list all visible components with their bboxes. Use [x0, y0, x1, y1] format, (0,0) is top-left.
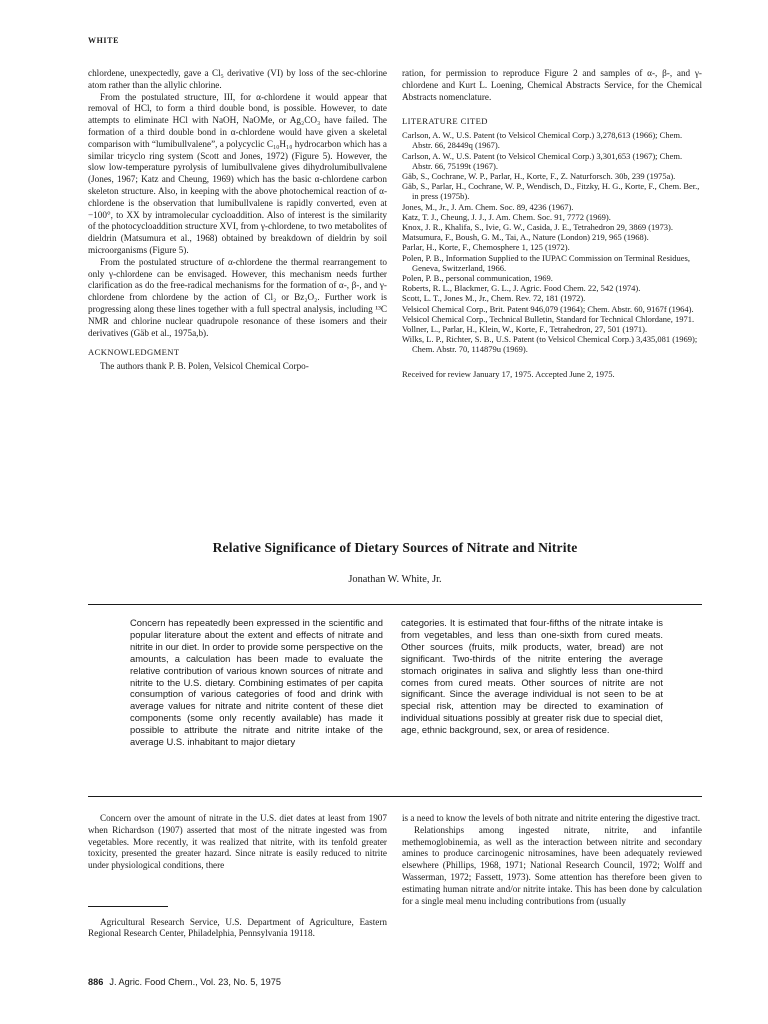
reference-item: Polen, P. B., personal communication, 1969.	[402, 273, 553, 284]
journal-citation: J. Agric. Food Chem., Vol. 23, No. 5, 1975	[109, 977, 281, 987]
reference-list	[402, 130, 702, 354]
previous-article-left-column	[88, 68, 387, 373]
reference-item: Knox, J. R., Khalifa, S., Ivie, G. W., Casida, J. E., Tetrahedron 29, 3869 (1973).	[402, 222, 673, 233]
body-paragraph: Relationships among ingested nitrate, nitrite, and infantile methemoglobinemia, as well as the interaction between nitrite and secondary amines to produce carcinogenic nitrosamines, have been adequately reviewed elsewhere (Phillips, 1968, 1971; National Research Council, 1972; Wolff and Wasserman, 1972; Fassett, 1973). Some attention has therefore been given to estimating human nitrate and/or nitrite intake. This has been done by calculation for a single meal menu including contributions from (usually	[402, 824, 702, 906]
affiliation-footnote	[88, 917, 387, 939]
body-paragraph: chlordene, unexpectedly, gave a Cl₅ derivative (VI) by loss of the sec-chlorine atom rather than the allylic chlorine.	[88, 68, 387, 90]
reference-item: Katz, T. J., Cheung, J. J., J. Am. Chem. Soc. 91, 7772 (1969).	[402, 211, 611, 222]
reference-item: Scott, L. T., Jones M., Jr., Chem. Rev. 72, 181 (1972).	[402, 293, 586, 304]
abstract-top-rule	[88, 604, 702, 605]
reference-item: Carlson, A. W., U.S. Patent (to Velsicol Chemical Corp.) 3,301,653 (1967); Chem. Abstr. 66, 75199t (1967).	[402, 150, 683, 171]
reference-item: Carlson, A. W., U.S. Patent (to Velsicol Chemical Corp.) 3,278,613 (1966); Chem. Abstr. 66, 28449q (1967).	[402, 130, 683, 151]
article-author: Jonathan W. White, Jr.	[348, 574, 442, 585]
body-left-column	[88, 813, 387, 872]
reference-item: Jones, M., Jr., J. Am. Chem. Soc. 89, 4236 (1967).	[402, 201, 574, 212]
reference-item: Roberts, R. L., Blackmer, G. L., J. Agric. Food Chem. 22, 542 (1974).	[402, 283, 641, 294]
body-paragraph: From the postulated structure of α-chlordene the thermal rearrangement to only γ-chlordene can be envisaged. However, this mechanism needs further clarification as do the free-radical mechanisms for the formation of α-, β-, and γ-chlordene from chlordene by the action of Cl₂ or Bz₂O₂. Further work is progressing along these lines together with a full spectral analysis, including ¹³C NMR and chlorine nuclear quadrupole resonance of these isomers and their derivatives (Gäb et al., 1975a,b).	[88, 256, 387, 338]
abstract-left-column: Concern has repeatedly been expressed in the scientific and popular literature about the extent and effects of nitrate and nitrite in our diet. In order to provide some perspective on the amounts, a calculation has been made to evaluate the relative contribution of various known sources of nitrate and nitrite to the U.S. dietary. Combining estimates of per capita consumption of various categories of food and drink with average values for nitrate and nitrite content of these diet components (some only recently available) has made it possible to attribute the nitrate and nitrite intake of the average U.S. inhabitant to major dietary	[130, 617, 383, 748]
affiliation-text: Agricultural Research Service, U.S. Department of Agriculture, Eastern Regional Research Center, Philadelphia, Pennsylvania 19118.	[88, 917, 387, 939]
body-right-column	[402, 813, 702, 907]
acknowledgment-text: The authors thank P. B. Polen, Velsicol Chemical Corpo-	[100, 361, 309, 372]
reference-item: Vollner, L., Parlar, H., Klein, W., Korte, F., Tetrahedron, 27, 501 (1971).	[402, 324, 648, 335]
page-footer	[88, 977, 281, 987]
footnote-rule	[88, 906, 168, 907]
reference-item: Wilks, L. P., Richter, S. B., U.S. Patent (to Velsicol Chemical Corp.) 3,435,081 (1969); Chem. Abstr. 70, 114879u (1969).	[402, 334, 698, 355]
reference-item: Gäb, S., Cochrane, W. P., Parlar, H., Korte, F., Z. Naturforsch. 30b, 239 (1975a).	[402, 171, 676, 181]
reference-item: Velsicol Chemical Corp., Brit. Patent 946,079 (1964); Chem. Abstr. 60, 9167f (1964).	[402, 303, 694, 314]
reference-item: Velsicol Chemical Corp., Technical Bulletin, Standard for Technical Chlordane, 1971.	[402, 313, 695, 324]
received-note: Received for review January 17, 1975. Accepted June 2, 1975.	[402, 368, 615, 379]
body-paragraph: Concern over the amount of nitrate in the U.S. diet dates at least from 1907 when Richardson (1907) asserted that most of the nitrate ingested was from vegetables. More recently, it was realized that nitrite, with its tenfold greater toxicity, presented the greater hazard. Since nitrate is easily reduced to nitrite under physiological conditions, there	[88, 813, 387, 871]
acknowledgment-heading: ACKNOWLEDGMENT	[88, 347, 180, 358]
reference-item: Gäb, S., Parlar, H., Cochrane, W. P., Wendisch, D., Fitzky, H. G., Korte, F., Chem. Ber., in press (1975b).	[402, 181, 700, 202]
literature-cited-heading: LITERATURE CITED	[402, 116, 488, 127]
reference-item: Parlar, H., Korte, F., Chemosphere 1, 125 (1972).	[402, 242, 570, 253]
reference-item: Polen, P. B., Information Supplied to the IUPAC Commission on Terminal Residues, Geneva, Switzerland, 1966.	[402, 252, 690, 273]
page-number: 886	[88, 977, 104, 987]
abstract-bottom-rule	[88, 796, 702, 797]
reference-item: Matsumura, F., Boush, G. M., Tai, A., Nature (London) 219, 965 (1968).	[402, 232, 649, 243]
acknowledgment-continued: ration, for permission to reproduce Figure 2 and samples of α-, β-, and γ-chlordene and Kurt L. Loening, Chemical Abstracts Service, for the Chemical Abstracts nomenclature.	[402, 68, 702, 102]
article-title: Relative Significance of Dietary Sources of Nitrate and Nitrite	[212, 540, 578, 555]
abstract-right-column: categories. It is estimated that four-fifths of the nitrate intake is from vegetables, and less than one-sixth from cured meats. Other sources (fruits, milk products, water, bread) are not significant. Two-thirds of the nitrite entering the average stomach originates in saliva and slightly less than one-third comes from cured meats. Other sources of nitrite are not significant. Since the average individual is not seen to be at special risk, attention may be directed to examination of individual situations possibly at greater risk due to special diet, age, ethnic background, sex, or area of residence.	[401, 617, 663, 736]
body-paragraph: is a need to know the levels of both nitrate and nitrite entering the digestive tract.	[402, 813, 700, 823]
previous-article-right-column	[402, 68, 702, 380]
running-head: WHITE	[88, 36, 120, 45]
body-paragraph: From the postulated structure, III, for α-chlordene it would appear that removal of HCl, to form a third double bond, is possible. However, to date attempts to eliminate HCl with NaOH, NaOMe, or Ag₂CO₃ have failed. The formation of a third double bond in α-chlordene would have given a skeletal comparison with “lumibullvalene”, a polycyclic C₁₀H₁₀ hydrocarbon which has a similar tricyclo ring system (Scott and Jones, 1972) (Figure 5). However, the slow low-temperature pyrolysis of lumibullvalene gives dihydrolumibullvalene (Jones, 1967; Katz and Cheung, 1969) which has the basic α-chlordene carbon skeleton structure. Also, in keeping with the above photochemical reaction of α-chlordene is the observation that lumibullvalene is rapidly converted, even at −100°, to XX by intramolecular cycloaddition. Also of interest is the similarity of the photocycloaddition structure XVI, from γ-chlordene, to two metabolites of dieldrin (Matsumura et al., 1968) obtained by breakdown of dieldrin by soil microorganisms (Figure 5).	[88, 91, 387, 255]
